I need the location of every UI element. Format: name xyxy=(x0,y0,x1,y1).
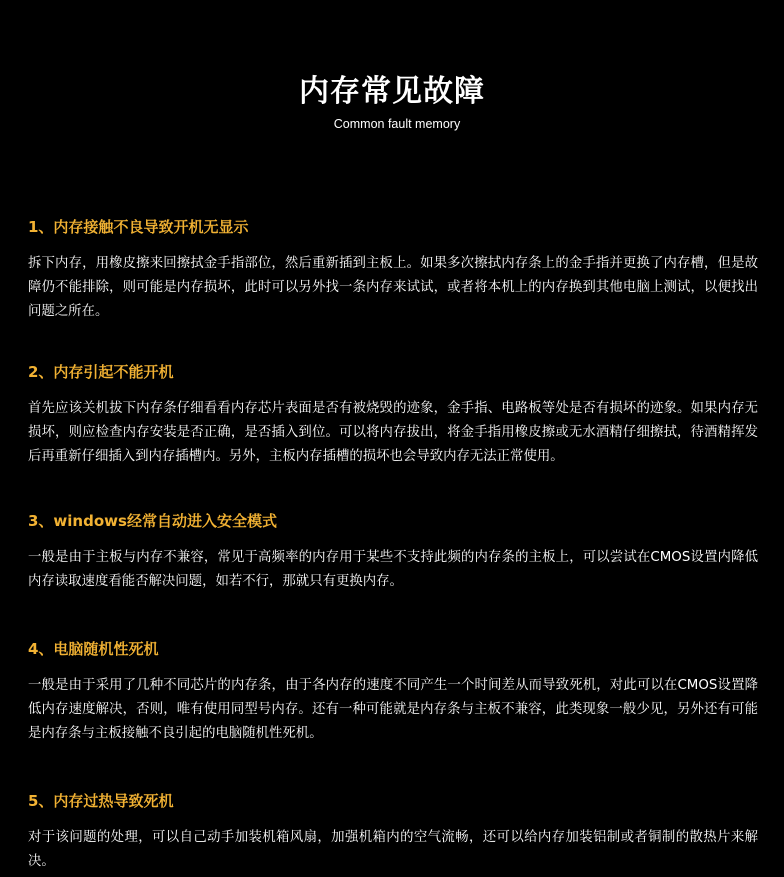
fault-section xyxy=(28,361,758,469)
section-heading: 2、内存引起不能开机 xyxy=(28,363,174,381)
page-title: 内存常见故障 xyxy=(299,74,485,109)
section-heading: 3、windows经常自动进入安全模式 xyxy=(28,512,277,530)
section-body: 对于该问题的处理，可以自己动手加装机箱风扇，加强机箱内的空气流畅，还可以给内存加装铝制或者铜制的散热片来解决。 xyxy=(28,830,758,869)
section-body: 拆下内存，用橡皮擦来回擦拭金手指部位，然后重新插到主板上。如果多次擦拭内存条上的金手指并更换了内存槽，但是故障仍不能排除，则可能是内存损坏，此时可以另外找一条内存来试试，或者将本机上的内存换到其他电脑上测试，以便找出问题之所在。 xyxy=(28,256,758,319)
section-body: 一般是由于主板与内存不兼容，常见于高频率的内存用于某些不支持此频的内存条的主板上，可以尝试在CMOS设置内降低内存读取速度看能否解决问题，如若不行，那就只有更换内存。 xyxy=(28,550,758,589)
page-subtitle: Common fault memory xyxy=(333,117,461,131)
section-body: 首先应该关机拔下内存条仔细看看内存芯片表面是否有被烧毁的迹象，金手指、电路板等处是否有损坏的迹象。如果内存无损坏，则应检查内存安装是否正确，是否插入到位。可以将内存拔出，将金手指用橡皮擦或无水酒精仔细擦拭，待酒精挥发后再重新仔细插入到内存插槽内。另外，主板内存插槽的损坏也会导致内存无法正常使用。 xyxy=(28,401,758,464)
section-heading: 1、内存接触不良导致开机无显示 xyxy=(28,218,249,236)
fault-section xyxy=(28,638,758,746)
section-heading: 4、电脑随机性死机 xyxy=(28,640,159,658)
fault-section xyxy=(28,216,758,324)
fault-section xyxy=(28,510,758,594)
section-body: 一般是由于采用了几种不同芯片的内存条，由于各内存的速度不同产生一个时间差从而导致死机，对此可以在CMOS设置降低内存速度解决，否则，唯有使用同型号内存。还有一种可能就是内存条与主板不兼容，此类现象一般少见，另外还有可能是内存条与主板接触不良引起的电脑随机性死机。 xyxy=(28,678,758,741)
section-heading: 5、内存过热导致死机 xyxy=(28,792,174,810)
page-header xyxy=(0,70,784,132)
fault-section xyxy=(28,790,758,874)
